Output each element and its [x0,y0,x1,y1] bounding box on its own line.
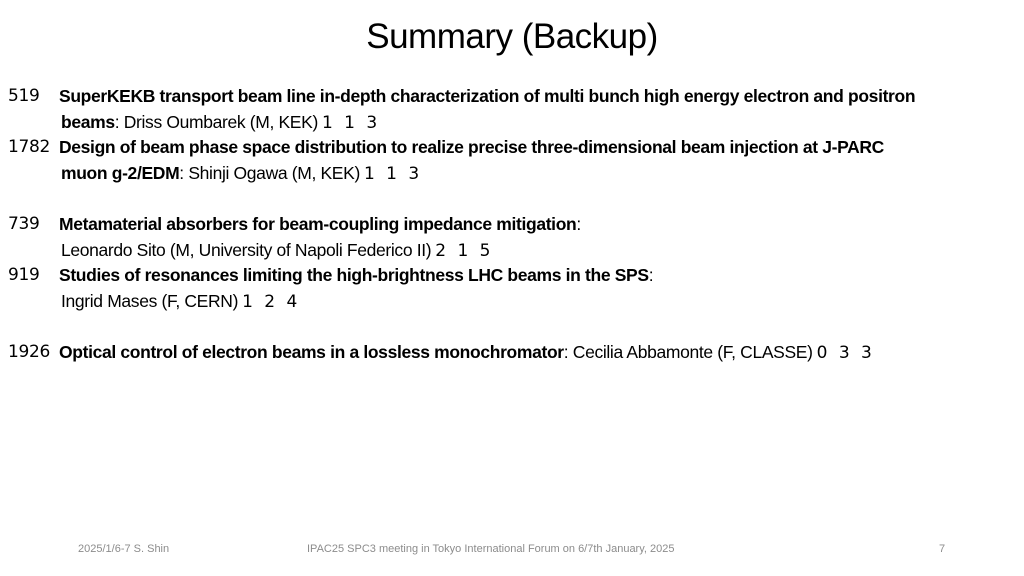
separator: : [114,112,124,132]
abstract-author: Driss Oumbarek (M, KEK) [123,112,318,132]
footer-date-author: 2025/1/6-7 S. Shin [78,543,170,555]
abstract-author-line [61,237,494,264]
abstract-id: 739 [8,214,40,234]
abstract-author: Cecilia Abbamonte (F, CLASSE) [572,342,813,362]
abstract-title-cont: beams [61,112,115,132]
abstract-id: 919 [8,265,40,285]
separator: : [648,265,654,285]
abstract-author-line [61,160,422,187]
slide-title: Summary (Backup) [366,17,658,56]
separator: : [576,214,581,234]
abstract-id: 1782 [8,137,51,157]
abstract-author: Ingrid Mases (F, CERN) [61,291,239,311]
abstract-title: Optical control of electron beams in a lossless monochromator [59,342,564,362]
abstract-title-line [59,339,875,366]
footer-meeting: IPAC25 SPC3 meeting in Tokyo International Forum on 6/7th January, 2025 [307,543,675,555]
abstract-title: Metamaterial absorbers for beam-coupling impedance mitigation [59,214,577,234]
review-scores: 2 1 5 [435,241,494,261]
abstract-title: Studies of resonances limiting the high-brightness LHC beams in the SPS [59,265,649,285]
separator: : [563,342,573,362]
footer-page-number: 7 [939,543,946,555]
abstract-title-line [59,83,915,109]
review-scores: 1 1 3 [363,164,423,184]
abstract-author: Leonardo Sito (M, University of Napoli Federico II) [61,240,432,260]
abstract-title-cont: muon g-2/EDM [61,163,180,183]
abstract-author: Shinji Ogawa (M, KEK) [188,163,360,183]
abstract-id: 1926 [8,342,51,362]
abstract-title-line [59,211,581,237]
abstract-id: 519 [8,86,40,106]
abstract-author-line [61,109,380,136]
abstract-title: Design of beam phase space distribution to realize precise three-dimensional beam injection at J-PARC [59,137,884,157]
abstract-author-line [61,288,300,315]
separator: : [179,163,189,183]
abstract-title-line [59,134,884,160]
review-scores: 1 2 4 [242,292,301,312]
review-scores: 0 3 3 [816,343,875,363]
abstract-title: SuperKEKB transport beam line in-depth characterization of multi bunch high energy electron and positron [59,86,916,106]
abstract-title-line [59,262,653,288]
review-scores: 1 1 3 [321,113,381,133]
